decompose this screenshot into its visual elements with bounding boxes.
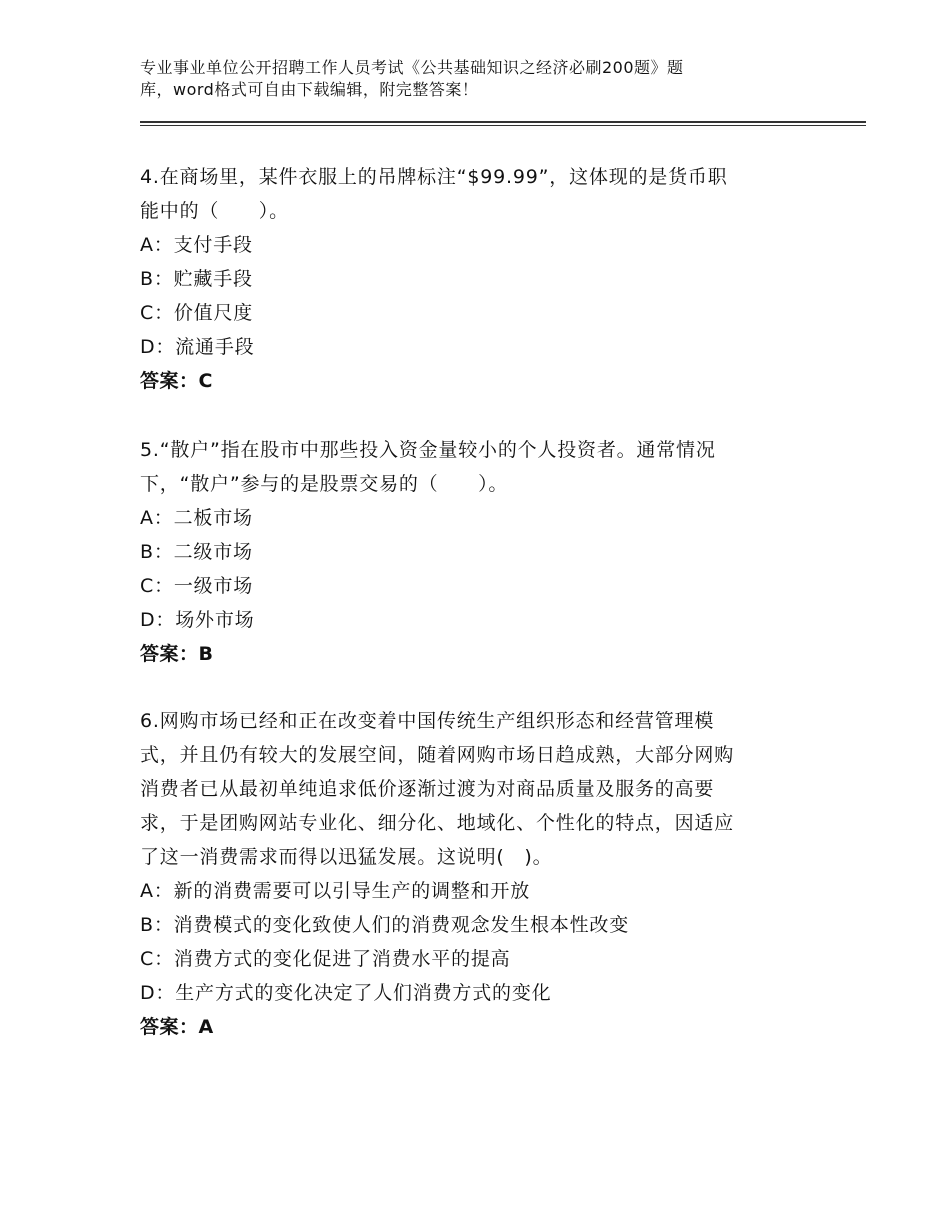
answer-label: 答案：B (140, 643, 214, 665)
option-a: A：支付手段 (140, 234, 253, 256)
question-stem (140, 433, 800, 501)
stem-line: 能中的（ ）。 (140, 200, 289, 222)
stem-line: 下，“散户”参与的是股票交易的（ ）。 (140, 473, 509, 495)
question-4 (140, 160, 800, 398)
stem-line: 式，并且仍有较大的发展空间，随着网购市场日趋成熟，大部分网购 (140, 744, 735, 766)
stem-line: 消费者已从最初单纯追求低价逐渐过渡为对商品质量及服务的高要 (140, 778, 715, 800)
option-c: C：价值尺度 (140, 302, 254, 324)
option-c: C：一级市场 (140, 575, 254, 597)
option-b: B：消费模式的变化致使人们的消费观念发生根本性改变 (140, 914, 630, 936)
stem-line: 了这一消费需求而得以迅猛发展。这说明( )。 (140, 846, 553, 868)
question-5 (140, 433, 800, 671)
answer-label: 答案：C (140, 370, 213, 392)
answer-label: 答案：A (140, 1016, 214, 1038)
option-c: C：消费方式的变化促进了消费水平的提高 (140, 948, 511, 970)
option-a: A：新的消费需要可以引导生产的调整和开放 (140, 880, 530, 902)
option-b: B：贮藏手段 (140, 268, 253, 290)
question-stem (140, 160, 800, 228)
document-header (140, 57, 780, 101)
header-line-2: 库，word格式可自由下载编辑，附完整答案！ (140, 80, 479, 99)
stem-line: 4.在商场里，某件衣服上的吊牌标注“$99.99”，这体现的是货币职 (140, 166, 728, 188)
option-d: D：场外市场 (140, 609, 255, 631)
header-divider (140, 121, 866, 126)
stem-line: 6.网购市场已经和正在改变着中国传统生产组织形态和经营管理模 (140, 710, 715, 732)
question-stem (140, 704, 800, 874)
option-b: B：二级市场 (140, 541, 253, 563)
option-d: D：流通手段 (140, 336, 255, 358)
stem-line: 求，于是团购网站专业化、细分化、地域化、个性化的特点，因适应 (140, 812, 735, 834)
option-d: D：生产方式的变化决定了人们消费方式的变化 (140, 982, 552, 1004)
header-line-1: 专业事业单位公开招聘工作人员考试《公共基础知识之经济必刷200题》题 (140, 58, 684, 77)
option-a: A：二板市场 (140, 507, 253, 529)
stem-line: 5.“散户”指在股市中那些投入资金量较小的个人投资者。通常情况 (140, 439, 716, 461)
question-6 (140, 704, 800, 1044)
